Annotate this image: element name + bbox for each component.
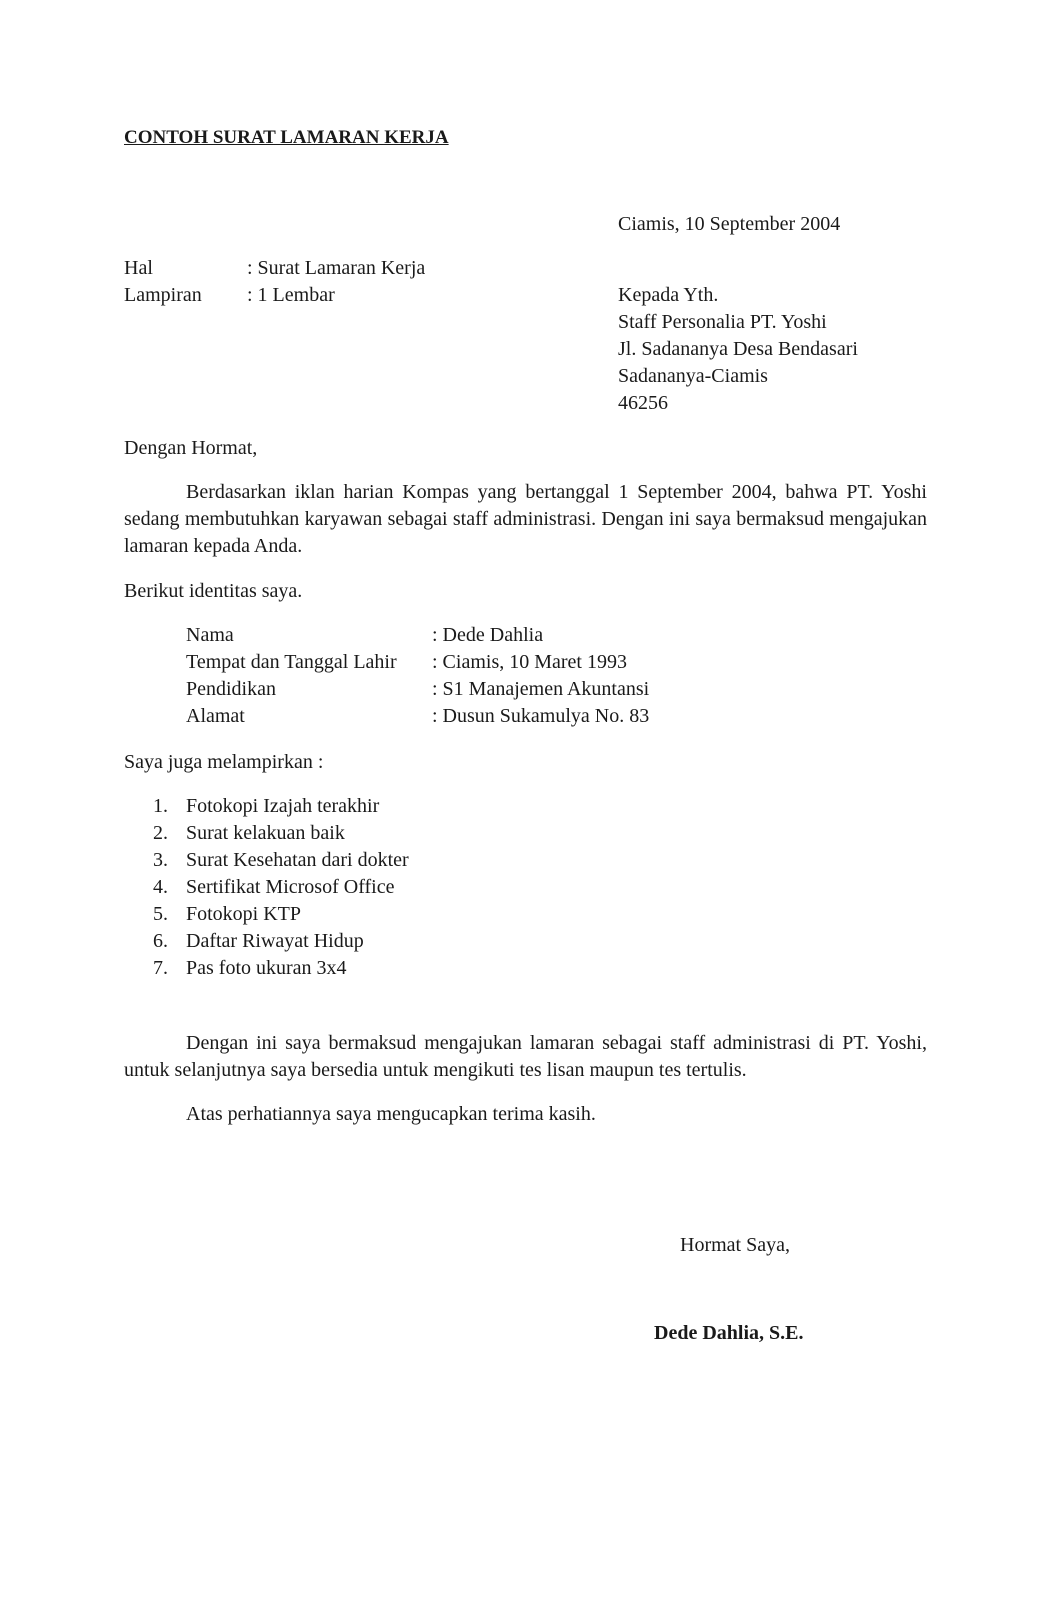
recipient-line: Kepada Yth. — [618, 284, 719, 306]
list-text: Daftar Riwayat Hidup — [186, 930, 364, 952]
list-number: 3. — [153, 849, 168, 871]
list-number: 4. — [153, 876, 168, 898]
list-item — [153, 928, 453, 955]
meta-label: Lampiran — [124, 284, 202, 306]
list-text: Pas foto ukuran 3x4 — [186, 957, 347, 979]
list-text: Surat kelakuan baik — [186, 822, 345, 844]
identity-label: Tempat dan Tanggal Lahir — [186, 651, 397, 673]
recipient-line: Jl. Sadananya Desa Bendasari — [618, 338, 858, 360]
identity-value: : S1 Manajemen Akuntansi — [432, 678, 650, 700]
list-text: Sertifikat Microsof Office — [186, 876, 395, 898]
identity-value: : Ciamis, 10 Maret 1993 — [432, 651, 627, 673]
recipient-line: 46256 — [618, 392, 668, 414]
list-number: 1. — [153, 795, 168, 817]
identity-row — [186, 622, 686, 649]
recipient-address — [618, 282, 858, 417]
letter-title: CONTOH SURAT LAMARAN KERJA — [124, 127, 449, 148]
identity-value: : Dede Dahlia — [432, 624, 544, 646]
meta-row-lampiran — [124, 282, 524, 309]
identity-row — [186, 649, 686, 676]
list-item — [153, 820, 453, 847]
list-number: 6. — [153, 930, 168, 952]
identity-value: : Dusun Sukamulya No. 83 — [432, 705, 650, 727]
salutation: Dengan Hormat, — [124, 437, 258, 459]
identity-label: Alamat — [186, 705, 245, 727]
list-text: Fotokopi Izajah terakhir — [186, 795, 380, 817]
list-text: Fotokopi KTP — [186, 903, 302, 925]
list-number: 2. — [153, 822, 168, 844]
identity-label: Nama — [186, 624, 234, 646]
recipient-line: Sadananya-Ciamis — [618, 365, 768, 387]
identity-label: Pendidikan — [186, 678, 276, 700]
meta-row-hal — [124, 255, 524, 282]
meta-label: Hal — [124, 257, 153, 279]
closing-paragraph — [124, 1030, 927, 1084]
signature-name: Dede Dahlia, S.E. — [654, 1322, 804, 1344]
list-number: 5. — [153, 903, 168, 925]
identity-row — [186, 676, 686, 703]
attachments-intro: Saya juga melampirkan : — [124, 751, 324, 773]
closing-paragraph-text: Dengan ini saya bermaksud mengajukan lamaran sebagai staff administrasi di PT. Yoshi, untuk selanjutnya saya bersedia untuk mengikuti tes lisan maupun tes tertulis. — [124, 1032, 927, 1081]
list-item — [153, 901, 453, 928]
opening-paragraph-text: Berdasarkan iklan harian Kompas yang bertanggal 1 September 2004, bahwa PT. Yoshi sedang membutuhkan karyawan sebagai staff administrasi. Dengan ini saya bermaksud mengajukan lamaran kepada Anda. — [124, 481, 927, 557]
recipient-line: Staff Personalia PT. Yoshi — [618, 311, 827, 333]
list-item — [153, 847, 453, 874]
list-item — [153, 793, 453, 820]
regards: Hormat Saya, — [680, 1234, 790, 1256]
thanks-line: Atas perhatiannya saya mengucapkan terima kasih. — [186, 1103, 596, 1125]
opening-paragraph — [124, 479, 927, 560]
list-item — [153, 955, 453, 982]
meta-value: : 1 Lembar — [247, 284, 335, 306]
identity-intro: Berikut identitas saya. — [124, 580, 303, 602]
list-number: 7. — [153, 957, 168, 979]
identity-row — [186, 703, 686, 730]
letter-date: Ciamis, 10 September 2004 — [618, 213, 841, 235]
list-text: Surat Kesehatan dari dokter — [186, 849, 409, 871]
list-item — [153, 874, 453, 901]
meta-value: : Surat Lamaran Kerja — [247, 257, 426, 279]
